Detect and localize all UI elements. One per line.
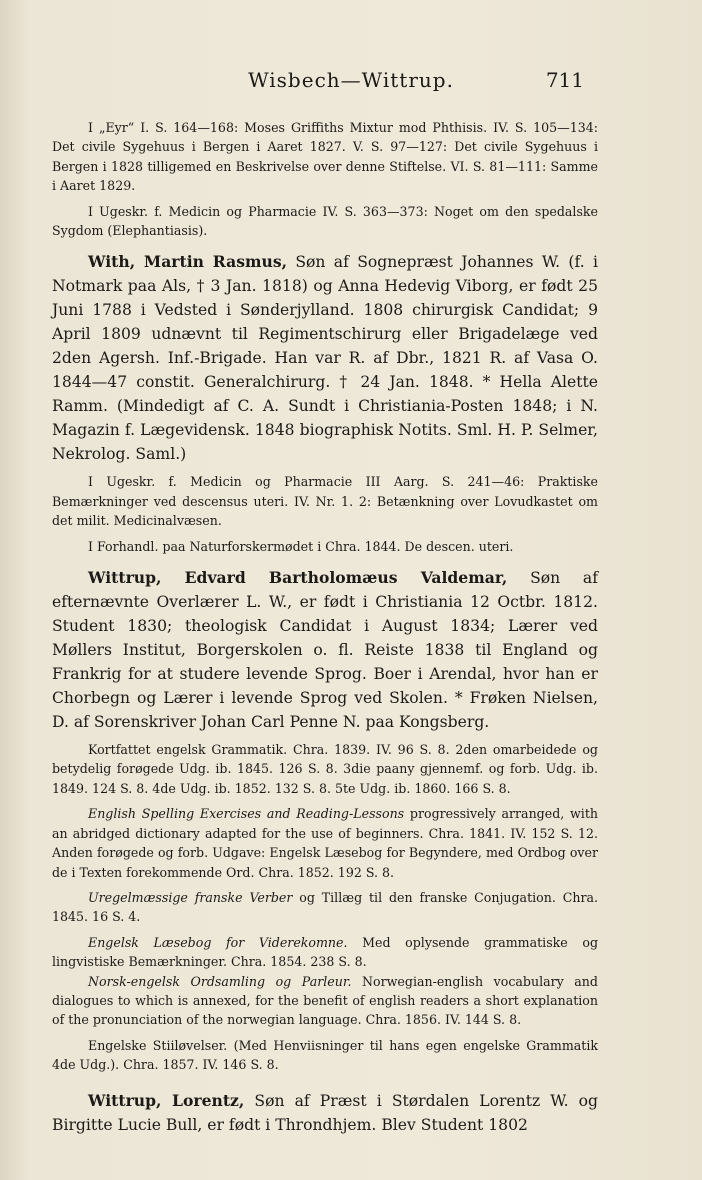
paragraph-text: Med oplysende grammatiske og lingvistiske Bemærkninger. Chra. 1854. 238 S. 8.	[52, 934, 599, 970]
work-title: Norsk-engelsk Ordsamling og Parleur.	[88, 973, 352, 989]
page-body	[52, 118, 598, 1137]
work-grammatik	[52, 740, 598, 798]
work-title: English Spelling Exercises and Reading-Lessons	[88, 806, 405, 822]
paragraph-forhandl	[52, 537, 598, 556]
entry-headword: Wittrup, Edvard Bartholomæus Valdemar,	[88, 568, 508, 588]
entry-with-martin-rasmus	[52, 250, 598, 466]
entry-headword: With, Martin Rasmus,	[88, 252, 288, 272]
paragraph-text: progressively arranged, with an abridged dictionary adapted for the use of beginners. Chra. 1841. IV. 152 S. 12. Anden forøgede og forb. Udgave: Engelsk Læsebog for Begyndere, med Ordbog over de i Texten forekommende Ord. Chra. 1852. 192 S. 8.	[52, 806, 598, 880]
work-ordsamling-parleur	[52, 972, 598, 1030]
work-laesebog-viderekomne	[52, 933, 598, 972]
entry-text: Søn af efternævnte Overlærer L. W., er født i Christiania 12 Octbr. 1812. Student 1830; theologisk Candidat i August 1834; Lærer ved Møllers Institut, Borgerskolen o. fl. Reiste 1838 til England og Frankrig for at studere levende Sprog. Boer i Arendal, hvor han er Chorbegn og Lærer i levende Sprog ved Skolen. * Frøken Nielsen, D. af Sorenskriver Johan Carl Penne N. paa Kongsberg.	[52, 569, 598, 732]
work-title: Engelsk Læsebog for Viderekomne.	[88, 934, 348, 950]
work-franske-verber	[52, 888, 598, 927]
page-header	[0, 68, 702, 98]
paragraph-text: Norwegian-english vocabulary and dialogues to which is annexed, for the benefit of english readers a short explanation of the pronunciation of the norwegian language. Chra. 1856. IV. 144 S. 8.	[52, 973, 598, 1028]
paragraph-text: I Forhandl. paa Naturforskermødet i Chra. 1844. De descen. uteri.	[88, 538, 514, 554]
paragraph-text: og Tillæg til den franske Conjugation. Chra. 1845. 16 S. 4.	[52, 889, 598, 925]
page-number: 711	[545, 68, 584, 92]
paragraph-ugeskr-descensus	[52, 472, 598, 530]
work-stiilovelser	[52, 1036, 598, 1075]
paragraph-ugeskr-spedalske	[52, 202, 598, 241]
paragraph-text: Engelske Stiiløvelser. (Med Henviisninger til hans egen engelske Grammatik 4de Udg.). Chra. 1857. IV. 146 S. 8.	[52, 1037, 598, 1073]
work-spelling-exercises	[52, 804, 598, 882]
entry-text: Søn af Sognepræst Johannes W. (f. i Notmark paa Als, † 3 Jan. 1818) og Anna Hedevig Viborg, er født 25 Juni 1788 i Vedsted i Sønderjylland. 1808 chirurgisk Candidat; 9 April 1809 udnævnt til Regimentschirurg eller Brigadelæge ved 2den Agersh. Inf.-Brigade. Han var R. af Dbr., 1821 R. af Vasa O. 1844—47 constit. Generalchirurg. † 24 Jan. 1848. * Hella Alette Ramm. (Mindedigt af C. A. Sundt i Christiania-Posten 1848; i N. Magazin f. Lægevidensk. 1848 biographisk Notits. Sml. H. P. Selmer, Nekrolog. Saml.)	[52, 253, 598, 464]
paragraph-text: Kortfattet engelsk Grammatik. Chra. 1839. IV. 96 S. 8. 2den omarbeidede og betydelig forøgede Udg. ib. 1845. 126 S. 8. 3die paany gjennemf. og forb. Udg. ib. 1849. 124 S. 8. 4de Udg. ib. 1852. 132 S. 8. 5te Udg. ib. 1860. 166 S. 8.	[52, 742, 598, 796]
paragraph-text: I Ugeskr. f. Medicin og Pharmacie IV. S. 363—373: Noget om den spedalske Sygdom (Elephantiasis).	[52, 203, 598, 239]
work-title: Uregelmæssige franske Verber	[88, 889, 293, 905]
running-title: Wisbech—Wittrup.	[248, 68, 454, 92]
paragraph-eyr-citations	[52, 118, 598, 196]
entry-wittrup-edvard	[52, 566, 598, 734]
entry-text: Søn af Præst i Størdalen Lorentz W. og Birgitte Lucie Bull, er født i Throndhjem. Blev Student 1802	[52, 1091, 598, 1134]
paragraph-text: I „Eyr“ I. S. 164—168: Moses Griffiths Mixtur mod Phthisis. IV. S. 105—134: Det civile Sygehuus i Bergen i Aaret 1827. V. S. 97—127: Det civile Sygehuus i Bergen i 1828 tilligemed en Beskrivelse over denne Stiftelse. VI. S. 81—111: Samme i Aaret 1829.	[52, 120, 598, 194]
entry-headword: Wittrup, Lorentz,	[88, 1090, 245, 1110]
entry-wittrup-lorentz	[52, 1089, 598, 1137]
paragraph-text: I Ugeskr. f. Medicin og Pharmacie III Aarg. S. 241—46: Praktiske Bemærkninger ved descensus uteri. IV. Nr. 1. 2: Betænkning over Lovudkastet om det milit. Medicinalvæsen.	[52, 474, 598, 529]
